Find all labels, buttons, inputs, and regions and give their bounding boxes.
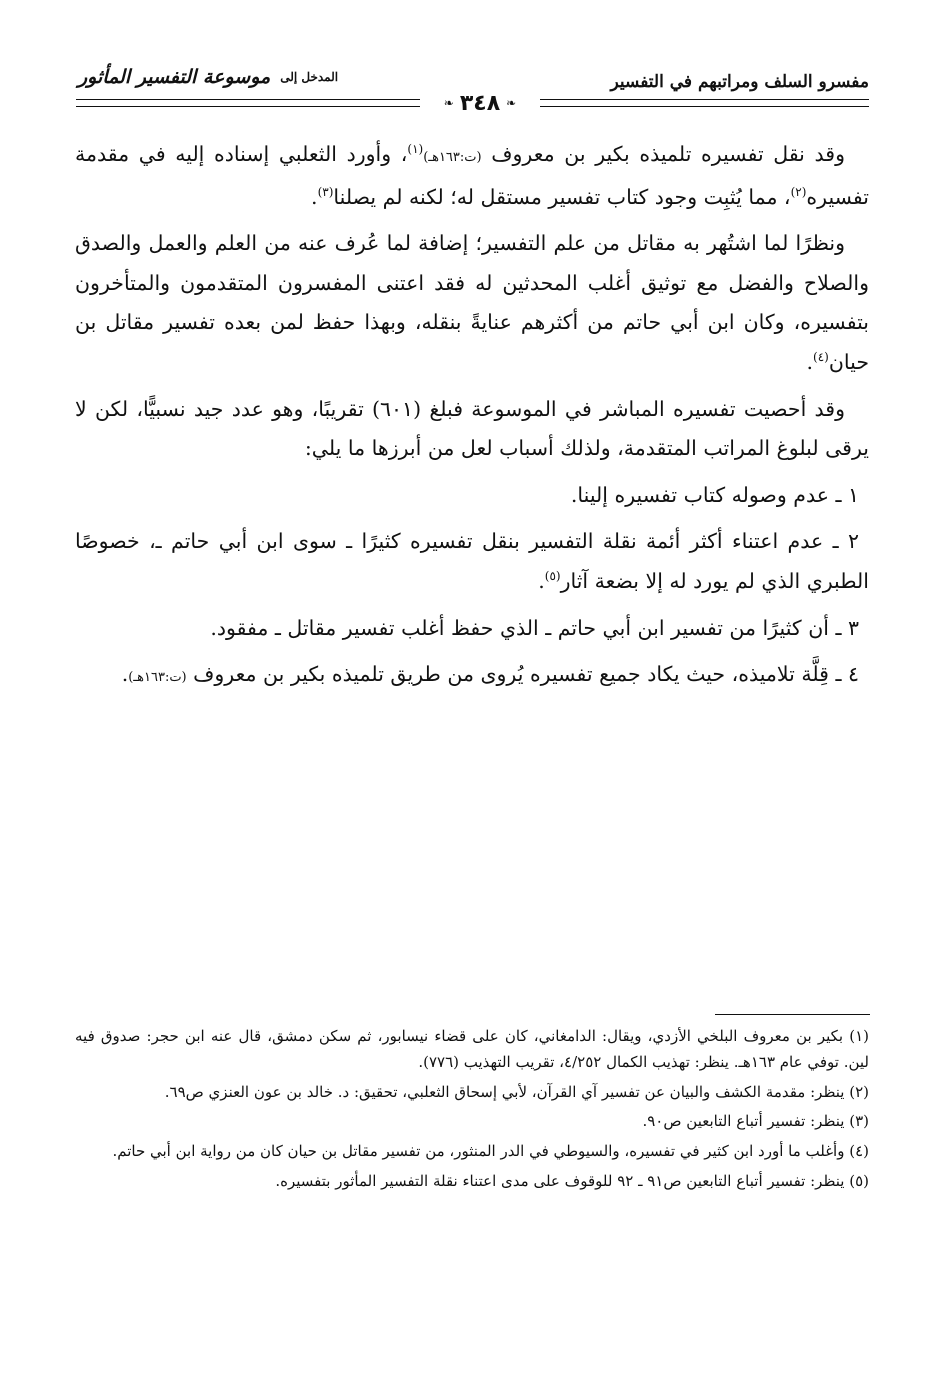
p1-text-1: وقد نقل تفسيره تلميذه بكير بن معروف: [481, 142, 845, 166]
paragraph-3: وقد أحصيت تفسيره المباشر في الموسوعة فبلغ (٦٠١) تقريبًا، وهو عدد جيد نسبيًّا، لكن لا يرقى لبلوغ المراتب المتقدمة، ولذلك أسباب لعل من أبرزها ما يلي:: [75, 396, 869, 461]
item4-death-date: (ت:١٦٣هـ): [128, 670, 187, 686]
footnote-ref-5: (٥): [544, 569, 561, 584]
p1-text-3: ، مما يُثبِت وجود كتاب تفسير مستقل له؛ لكنه لم يصلنا: [333, 184, 791, 209]
footnote-ref-4: (٤): [813, 350, 829, 365]
series-label: المدخل إلى: [280, 70, 339, 84]
list-item-1: ١ ـ عدم وصوله كتاب تفسيره إلينا.: [570, 482, 859, 507]
footnote-2: (٢) ينظر: مقدمة الكشف والبيان عن تفسير آي القرآن، لأبي إسحاق الثعلبي، تحقيق: د. خالد بن عون العنزي ص٦٩.: [164, 1082, 869, 1101]
paragraph-1: [75, 135, 869, 217]
running-header-title: مفسرو السلف ومراتبهم في التفسير: [610, 72, 869, 92]
page-number-box: [420, 90, 540, 116]
footnote-4: (٤) وأغلب ما أورد ابن كثير في تفسيره، والسيوطي في الدر المنثور، من تفسير مقاتل بن حيان كان من رواية ابن أبي حاتم.: [112, 1142, 869, 1161]
list-item-3: ٣ ـ أن كثيرًا من تفسير ابن أبي حاتم ـ الذي حفظ أغلب تفسير مقاتل ـ مفقود.: [210, 615, 859, 640]
p1-text-2: ، وأورد الثعلبي إسناده إليه في مقدمة تفسيره: [75, 142, 869, 209]
list-item-2: [75, 522, 869, 601]
footnotes: [75, 1024, 869, 1199]
footnote-ref-3: (٣): [317, 184, 334, 199]
p2-text-2: .: [806, 349, 813, 374]
footnote-ref-2: (٢): [790, 184, 807, 199]
p1-text-4: .: [311, 184, 318, 209]
footnote-rule: [715, 1014, 870, 1015]
ornament-right-icon: ❧: [506, 96, 517, 110]
footnote-ref-1: (١): [407, 142, 424, 157]
series-header: [78, 66, 338, 88]
footnote-5: (٥) ينظر: تفسير أتباع التابعين ص٩١ ـ ٩٢ للوقوف على مدى اعتناء نقلة التفسير المأثور بتفسيره.: [275, 1171, 869, 1190]
main-text: [75, 135, 869, 705]
item2-text-1: ٢ ـ عدم اعتناء أكثر أئمة نقلة التفسير بنقل تفسيره كثيرًا ـ سوى ابن أبي حاتم ـ، خصوصًا الطبري الذي لم يورد له إلا بضعة آثار: [75, 529, 869, 593]
paragraph-2: [75, 224, 869, 382]
item4-text-1: ٤ ـ قِلَّة تلاميذه، حيث يكاد جميع تفسيره يُروى من طريق تلميذه بكير بن معروف: [186, 662, 859, 687]
footnote-1: (١) بكير بن معروف البلخي الأزدي، ويقال: الدامغاني، كان على قضاء نيسابور، ثم سكن دمشق، قال عنه ابن حجر: صدوق فيه لين. توفي عام ١٦٣هـ. ينظر: تهذيب الكمال ٤/٢٥٢، تقريب التهذيب (٧٧٦).: [75, 1027, 869, 1071]
item2-text-2: .: [538, 568, 545, 593]
p2-text-1: ونظرًا لما اشتُهر به مقاتل من علم التفسير؛ إضافة لما عُرف عنه من العلم والعمل والصدق والصلاح والفضل مع توثيق أغلب المحدثين له فقد اعتنى المفسرون المتقدمون والمتأخرون بتفسيره، وكان ابن أبي حاتم من أكثرهم عنايةً بنقله، وبهذا حفظ لمن بعده تفسير مقاتل بن حيان: [75, 231, 869, 374]
item4-text-2: .: [121, 662, 129, 687]
p1-death-date: (ت:١٦٣هـ): [423, 150, 482, 165]
series-logo: موسوعة التفسير المأثور: [78, 66, 271, 88]
page-number: ٣٤٨: [459, 90, 501, 116]
ornament-left-icon: ❧: [443, 96, 454, 110]
footnote-3: (٣) ينظر: تفسير أتباع التابعين ص٩٠.: [642, 1112, 869, 1131]
list-item-4: [75, 655, 869, 698]
